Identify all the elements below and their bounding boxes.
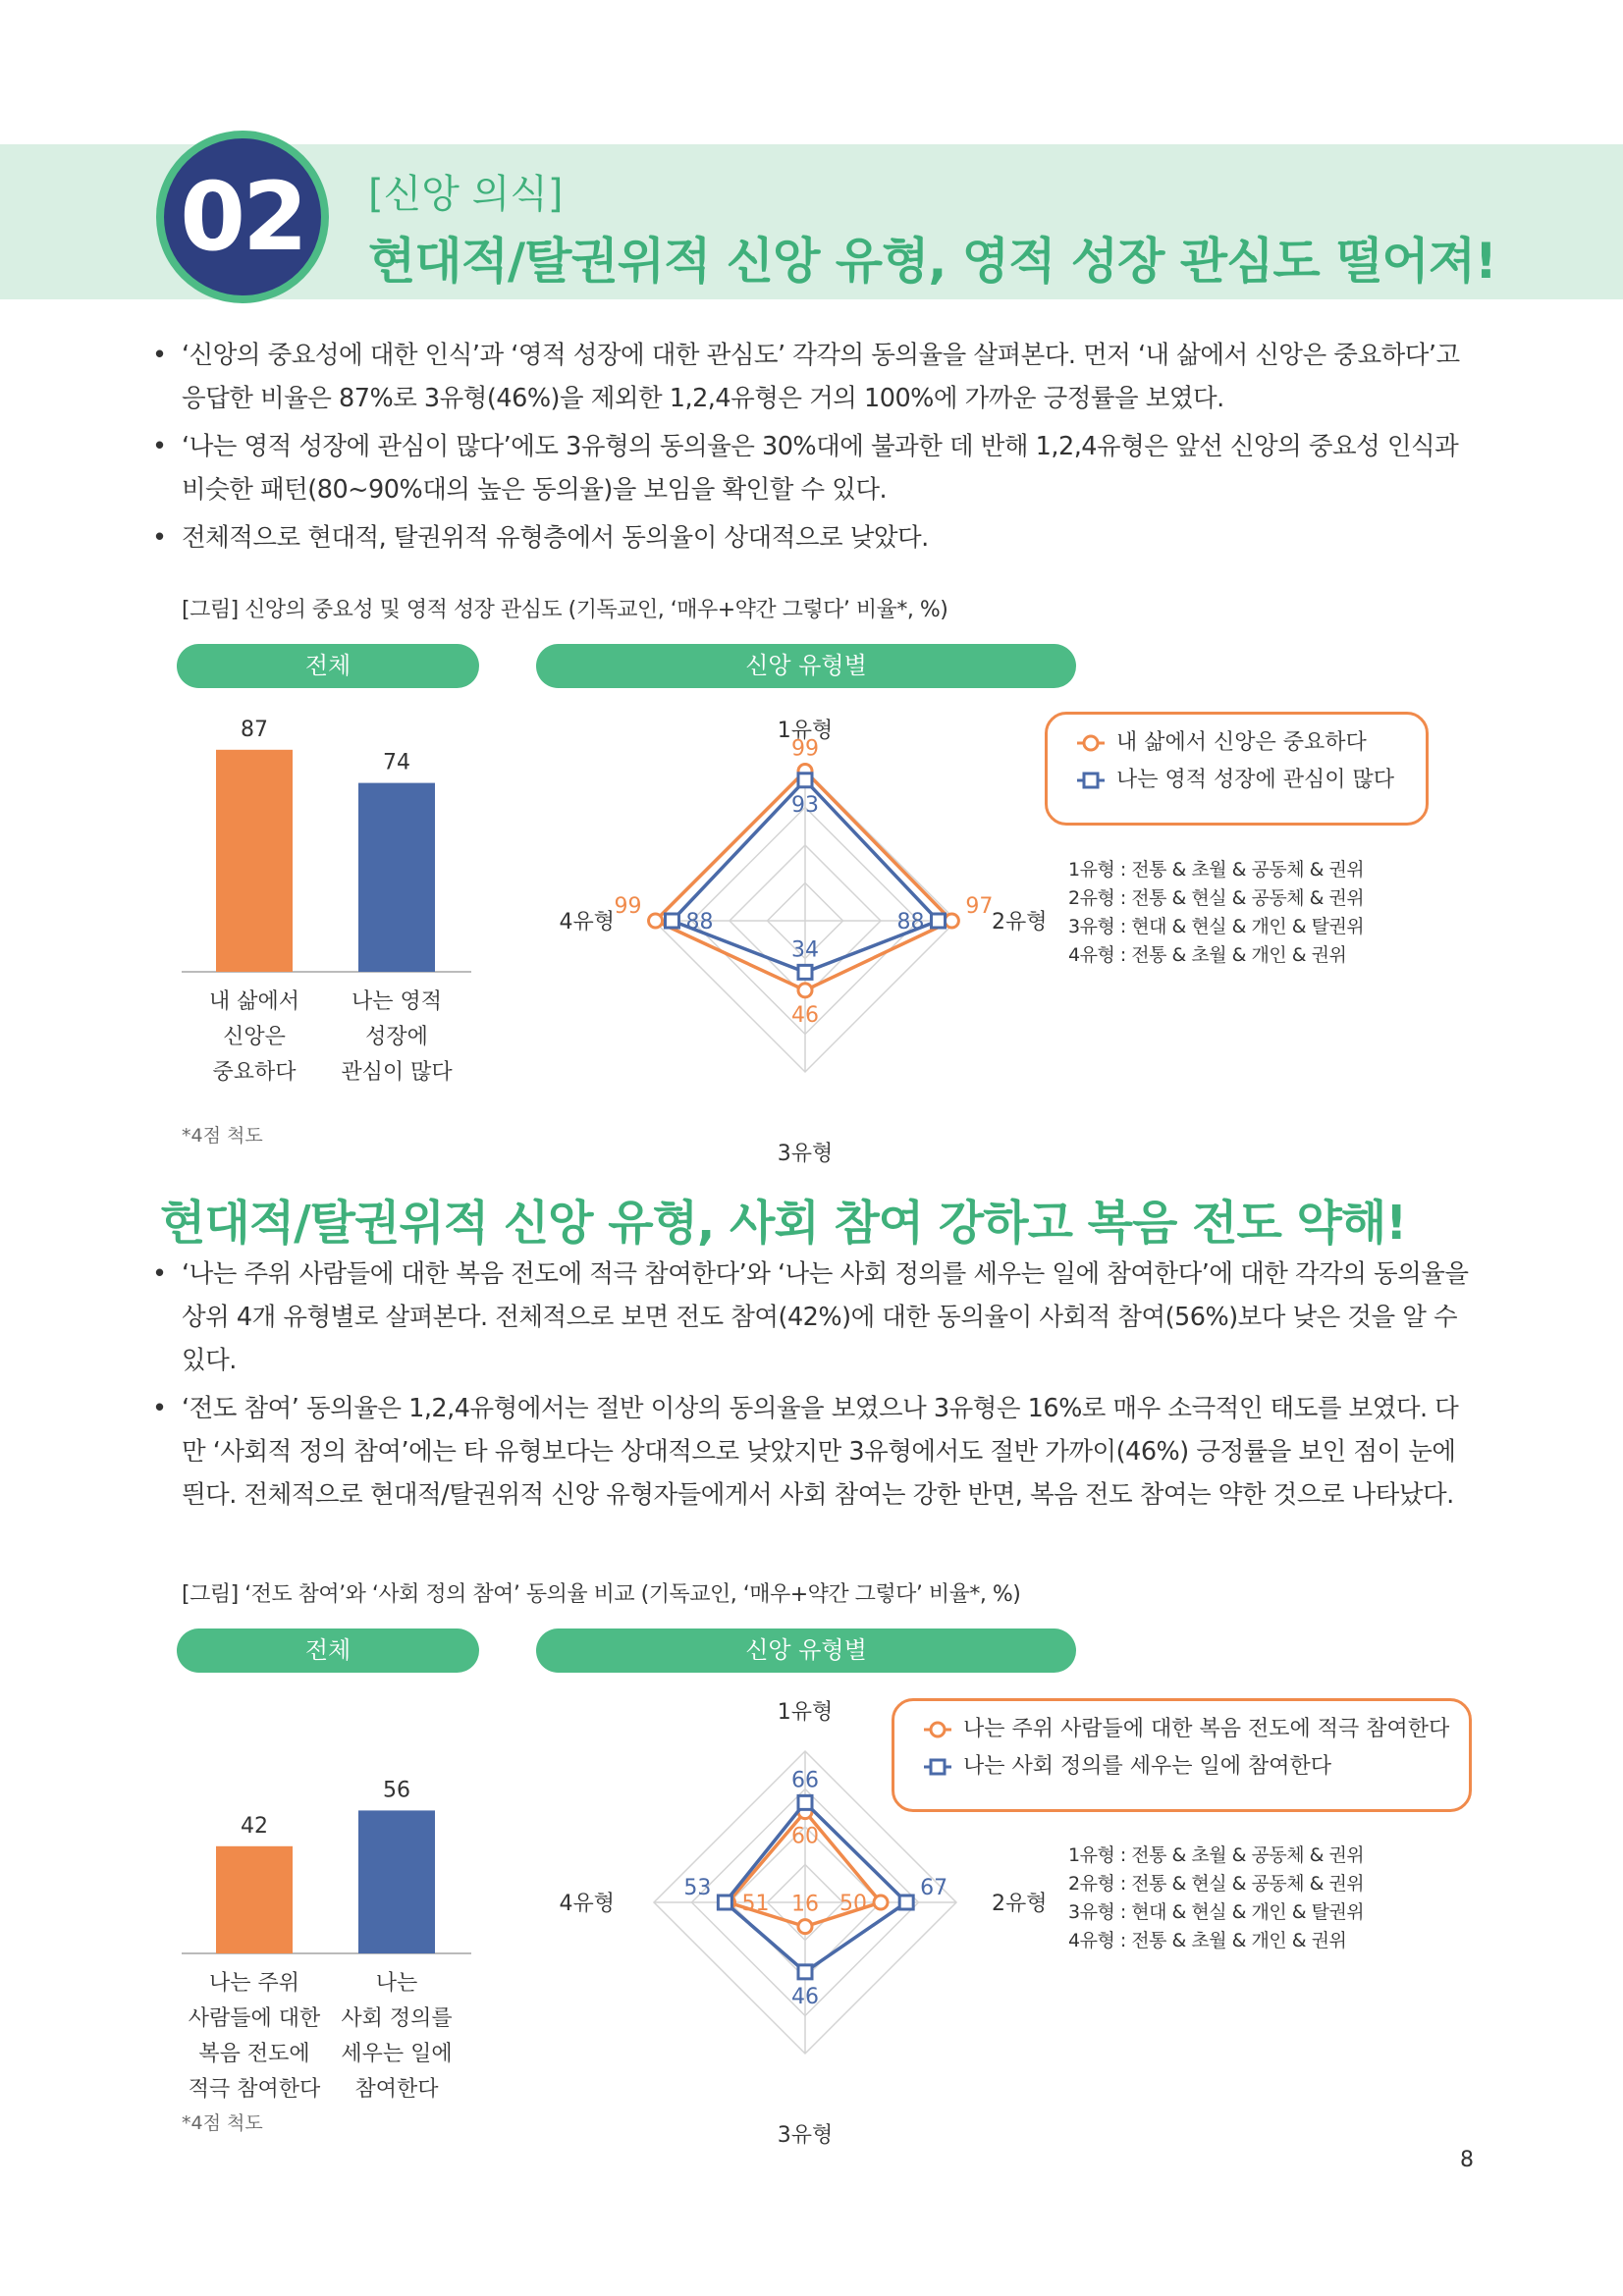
type-desc: 2유형 : 전통 & 현실 & 공동체 & 권위 <box>1068 887 1365 909</box>
page-title: 현대적/탈권위적 신앙 유형, 영적 성장 관심도 떨어져! <box>368 233 1496 290</box>
type-descriptions-2 <box>1068 1842 1364 1955</box>
figure2-note: *4점 척도 <box>182 2112 263 2134</box>
legend-label: 나는 영적 성장에 관심이 많다 <box>1116 768 1394 792</box>
type-desc: 4유형 : 전통 & 초월 & 개인 & 권위 <box>1068 1930 1347 1951</box>
bar-category-label: 복음 전도에 <box>198 2042 310 2066</box>
radar-point <box>665 914 678 928</box>
square-marker-icon <box>1077 771 1107 790</box>
section-number: 02 <box>164 138 321 295</box>
radar-point <box>798 984 812 997</box>
radar-value-label: 51 <box>741 1892 770 1916</box>
radar-point <box>874 1896 888 1909</box>
circle-marker-icon <box>924 1720 953 1739</box>
radar-value-label: 88 <box>685 910 714 934</box>
radar-point <box>798 965 812 979</box>
bar-category-label: 사회 정의를 <box>341 2006 453 2031</box>
type-desc: 2유형 : 전통 & 현실 & 공동체 & 권위 <box>1068 1873 1365 1895</box>
bar-value-label: 56 <box>383 1778 410 1803</box>
pill-type-2: 신앙 유형별 <box>536 1629 1076 1673</box>
radar-axis-label: 3유형 <box>777 2123 834 2148</box>
radar-value-label: 53 <box>683 1876 712 1900</box>
radar-value-label: 46 <box>791 1002 819 1028</box>
radar-value-label: 88 <box>896 910 925 934</box>
radar-axis-label: 3유형 <box>777 1142 834 1166</box>
radar-axis-label: 4유형 <box>559 1892 615 1916</box>
bar-value-label: 87 <box>241 717 268 742</box>
type-desc: 1유형 : 전통 & 초월 & 공동체 & 권위 <box>1068 1844 1365 1866</box>
legend-1 <box>1045 712 1429 826</box>
legend-label: 나는 사회 정의를 세우는 일에 참여한다 <box>963 1754 1331 1779</box>
type-descriptions-1 <box>1068 856 1364 970</box>
bar-chart-participation <box>177 1688 491 2101</box>
radar-value-label: 50 <box>839 1892 867 1916</box>
radar-value-label: 34 <box>791 937 819 963</box>
section1-bullets <box>152 334 1473 564</box>
type-desc: 1유형 : 전통 & 초월 & 공동체 & 권위 <box>1068 859 1365 881</box>
bar-value-label: 74 <box>383 750 410 775</box>
bar-category-label: 적극 참여한다 <box>188 2077 321 2102</box>
bar-category-label: 나는 주위 <box>208 1971 300 1996</box>
bullet: • ‘나는 영적 성장에 관심이 많다’에도 3유형의 동의율은 30%대에 불과한 데 반해 1,2,4유형은 앞선 신앙의 중요성 인식과 비슷한 패턴(80~90%대의 높은 동의율)을 보임을 확인할 수 있다. <box>152 425 1473 511</box>
circle-marker-icon <box>1077 733 1107 753</box>
radar-value-label: 97 <box>965 894 994 919</box>
legend-2 <box>892 1698 1472 1812</box>
figure1-note: *4점 척도 <box>182 1125 263 1147</box>
radar-axis-label: 1유형 <box>777 719 834 743</box>
radar-value-label: 46 <box>791 1984 819 2009</box>
figure2-caption: [그림] ‘전도 참여’와 ‘사회 정의 참여’ 동의율 비교 (기독교인, ‘매우+약간 그렇다’ 비율*, %) <box>182 1582 1021 1607</box>
bar-category-label: 성장에 <box>365 1025 428 1049</box>
bullet: • ‘신앙의 중요성에 대한 인식’과 ‘영적 성장에 대한 관심도’ 각각의 동의율을 살펴본다. 먼저 ‘내 삶에서 신앙은 중요하다’고 응답한 비율은 87%로 3유형(46%)을 제외한 1,2,4유형은 거의 100%에 가까운 긍정률을 보였다. <box>152 334 1473 420</box>
section-kicker: [신앙 의식] <box>368 172 564 217</box>
bar <box>216 750 293 972</box>
bar-category-label: 나는 영적 <box>351 989 443 1014</box>
bar-category-label: 관심이 많다 <box>341 1060 453 1085</box>
radar-value-label: 66 <box>791 1768 819 1793</box>
radar-axis-label: 1유형 <box>777 1700 834 1725</box>
radar-point <box>798 774 812 787</box>
pill-total-1: 전체 <box>177 644 479 688</box>
square-marker-icon <box>924 1757 953 1777</box>
bar <box>358 783 435 972</box>
pill-total-2: 전체 <box>177 1629 479 1673</box>
bullet: • ‘전도 참여’ 동의율은 1,2,4유형에서는 절반 이상의 동의율을 보였으나 3유형은 16%로 매우 소극적인 태도를 보였다. 다만 ‘사회적 정의 참여’에는 타 유형보다는 상대적으로 낮았지만 3유형에서도 절반 가까이(46%) 긍정률을 보인 점이 눈에 띈다. 전체적으로 현대적/탈권위적 신앙 유형자들에게서 사회 참여는 강한 반면, 복음 전도 참여는 약한 것으로 나타났다. <box>152 1387 1473 1517</box>
bar-category-label: 중요하다 <box>212 1060 297 1085</box>
type-desc: 4유형 : 전통 & 초월 & 개인 & 권위 <box>1068 944 1347 966</box>
bar-category-label: 나는 <box>375 1971 418 1996</box>
radar-value-label: 99 <box>791 736 819 762</box>
radar-value-label: 67 <box>920 1876 948 1900</box>
type-desc: 3유형 : 현대 & 현실 & 개인 & 탈권위 <box>1068 1901 1365 1923</box>
radar-value-label: 60 <box>791 1824 819 1849</box>
radar-point <box>718 1896 731 1909</box>
bullet: • ‘나는 주위 사람들에 대한 복음 전도에 적극 참여한다’와 ‘나는 사회 정의를 세우는 일에 참여한다’에 대한 각각의 동의율을 상위 4개 유형별로 살펴본다. 전체적으로 보면 전도 참여(42%)에 대한 동의율이 사회적 참여(56%)보다 낮은 것을 알 수 있다. <box>152 1253 1473 1382</box>
bullet: • 전체적으로 현대적, 탈권위적 유형층에서 동의율이 상대적으로 낮았다. <box>152 516 1473 560</box>
bar-category-label: 사람들에 대한 <box>188 2006 321 2031</box>
bar-chart-faith-importance <box>177 707 491 1099</box>
radar-point <box>798 1795 812 1809</box>
legend-label: 나는 주위 사람들에 대한 복음 전도에 적극 참여한다 <box>963 1717 1450 1741</box>
radar-point <box>932 914 946 928</box>
type-desc: 3유형 : 현대 & 현실 & 개인 & 탈권위 <box>1068 916 1365 937</box>
bar-value-label: 42 <box>241 1813 268 1839</box>
radar-value-label: 99 <box>614 894 642 919</box>
bar-category-label: 참여한다 <box>354 2077 439 2102</box>
bar-category-label: 신앙은 <box>223 1025 286 1049</box>
radar-point <box>649 914 663 928</box>
radar-value-label: 93 <box>791 792 819 818</box>
radar-axis-label: 2유형 <box>992 910 1048 934</box>
radar-axis-label: 2유형 <box>992 1892 1048 1916</box>
figure1-caption: [그림] 신앙의 중요성 및 영적 성장 관심도 (기독교인, ‘매우+약간 그렇다’ 비율*, %) <box>182 598 948 622</box>
section2-heading: 현대적/탈권위적 신앙 유형, 사회 참여 강하고 복음 전도 약해! <box>160 1196 1407 1251</box>
radar-point <box>798 1920 812 1934</box>
bar-category-label: 내 삶에서 <box>208 989 300 1014</box>
pill-type-1: 신앙 유형별 <box>536 644 1076 688</box>
legend-label: 내 삶에서 신앙은 중요하다 <box>1116 730 1367 755</box>
page-number: 8 <box>1460 2148 1474 2172</box>
bar <box>216 1846 293 1953</box>
radar-point <box>899 1896 913 1909</box>
radar-value-label: 16 <box>791 1892 819 1917</box>
radar-point <box>945 914 958 928</box>
radar-axis-label: 4유형 <box>559 910 615 934</box>
section2-bullets <box>152 1253 1473 1522</box>
bar-category-label: 세우는 일에 <box>341 2042 453 2066</box>
bar <box>358 1810 435 1953</box>
radar-point <box>798 1965 812 1979</box>
radar-chart-faith-types <box>550 692 1080 1166</box>
